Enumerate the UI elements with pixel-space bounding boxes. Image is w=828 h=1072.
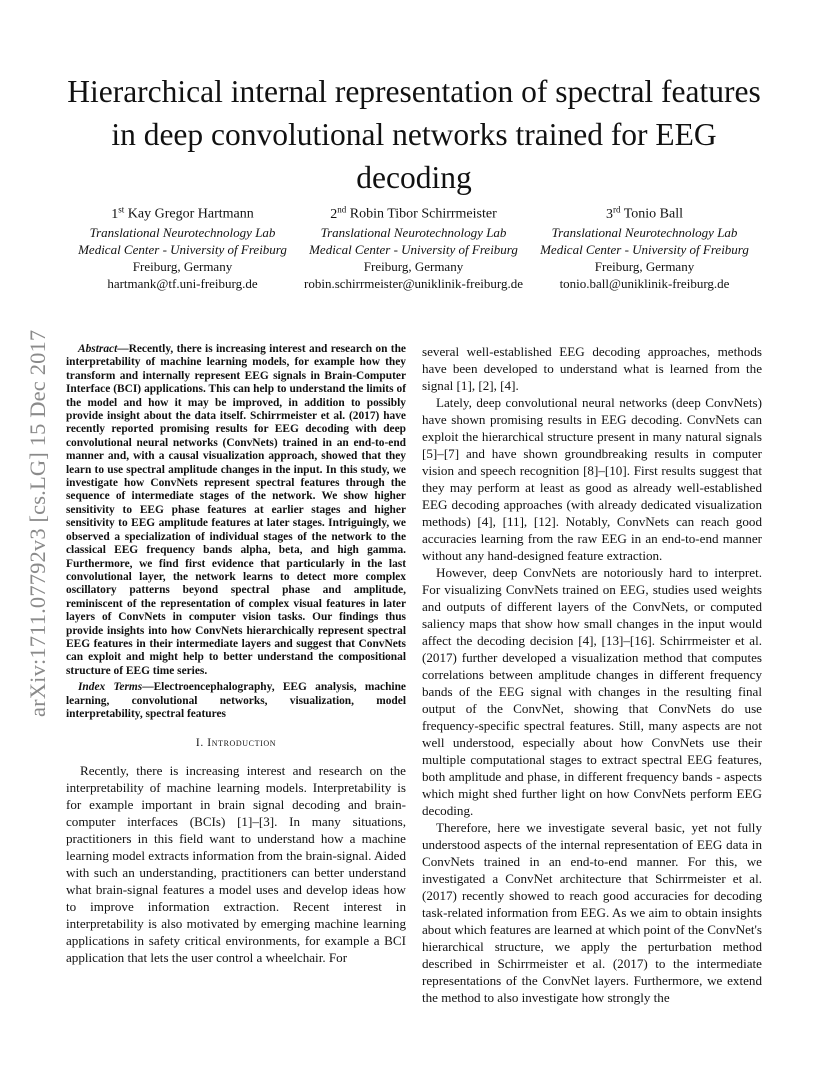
arxiv-identifier: arXiv:1711.07792v3 [cs.LG] 15 Dec 2017 bbox=[25, 329, 50, 717]
author-lab: Translational Neurotechnology Lab bbox=[320, 224, 507, 240]
author-block-1: 1st Kay Gregor Hartmann Translational Neurotechnology Lab Medical Center - University of Freiburg Freiburg, Germany hartmank@tf.uni-freiburg.de bbox=[60, 201, 305, 292]
right-column bbox=[422, 343, 762, 1006]
intro-paragraph-3: However, deep ConvNets are notoriously hard to interpret. For visualizing ConvNets trained on EEG, studies used weights and outputs of different layers of the ConvNets, or computed saliency maps that show how small changes in the input would affect the decoding decision [4], [13]–[16]. Schirrmeister et al. (2017) further developed a visualization method that computes correlations between amplitude changes in different frequency bands of the EEG signal with changes in the resulting final output of the ConvNet, showing that ConvNets do use frequency-specific spectral features. Still, many aspects are not well understood, especially about how ConvNets use their multiple computational stages to extract spectral EEG features, both amplitude and phase, in different frequency bands - aspects which might shed further light on how ConvNets perform EEG decoding. bbox=[422, 565, 762, 818]
section-heading-introduction: I. Introduction bbox=[195, 737, 277, 750]
author-email: hartmank@tf.uni-freiburg.de bbox=[107, 275, 258, 291]
intro-paragraph-continued: several well-established EEG decoding approaches, methods have been developed to understand what is learned from the signal [1], [2], [4]. bbox=[422, 344, 762, 393]
author-city: Freiburg, Germany bbox=[363, 258, 464, 274]
intro-paragraph-1: Recently, there is increasing interest and research on the interpretability of machine learning models. Interpretability is for example important in brain signal decoding and brain-computer interfaces (BCIs) [1]–[3]. In many situations, practitioners in this field want to understand how a machine learning model extracts information from the brain-signal. Aided with such an understanding, practitioners can better understand what brain-signal features a model uses and develop ideas how to improve information extraction. Recent interest in interpretability is also motivated by emerging machine learning applications in safety critical environments, for example a BCI application that lets the user control a wheelchair. For bbox=[66, 763, 406, 966]
intro-paragraph-2: Lately, deep convolutional neural networks (deep ConvNets) have shown promising results in EEG decoding. ConvNets can exploit the hierarchical structure present in many natural signals [5]–[7] and have shown groundbreaking results in computer vision and speech recognition [8]–[10]. First results suggest that they may perform at least as good as already well-established EEG decoding approaches (with already dedicated visualization methods) [4], [11], [12]. Notably, ConvNets can reach good accuracies learning from the raw EEG in an end-to-end manner without any hand-designed feature extraction. bbox=[422, 395, 762, 563]
author-name: Robin Tibor Schirrmeister bbox=[349, 206, 497, 222]
index-terms: Index Terms—Electroencephalography, EEG analysis, machine learning, convolutional networks, visualization, model interpretability, spectral features bbox=[66, 681, 406, 720]
paper-title: Hierarchical internal representation of spectral features in deep convolutional networks trained for EEG decoding bbox=[67, 74, 761, 195]
author-block-2: 2nd Robin Tibor Schirrmeister Translational Neurotechnology Lab Medical Center - University of Freiburg Freiburg, Germany robin.schirrmeister@uniklinik-freiburg.de bbox=[291, 201, 536, 292]
author-email: robin.schirrmeister@uniklinik-freiburg.de bbox=[304, 275, 523, 291]
author-name: Tonio Ball bbox=[623, 206, 684, 222]
left-column bbox=[66, 343, 406, 966]
author-email: tonio.ball@uniklinik-freiburg.de bbox=[559, 275, 730, 291]
author-center: Medical Center - University of Freiburg bbox=[540, 241, 749, 257]
author-center: Medical Center - University of Freiburg bbox=[78, 241, 287, 257]
intro-paragraph-4: Therefore, here we investigate several basic, yet not fully understood aspects of the internal representation of EEG data in ConvNets trained in an end-to-end manner. For this, we investigated a ConvNet architecture that Schirrmeister et al. (2017) recently showed to reach good accuracies for decoding task-related information from EEG. As we aim to obtain insights about which features are learned at which point of the ConvNet's hierarchical structure, we apply the perturbation method described in Schirrmeister et al. (2017) to the intermediate representations of the ConvNet layers. Furthermore, we extend the method to also investigate how strongly the bbox=[422, 820, 762, 1005]
abstract: Abstract—Recently, there is increasing interest and research on the interpretability of machine learning models, for example how they transform and internally represent EEG signals in Brain-Computer Interface (BCI) applications. This can help to understand the limits of the model and how it may be improved, in addition to possibly provide insight about the data itself. Schirrmeister et al. (2017) have recently reported promising results for EEG decoding with deep convolutional neural networks (ConvNets) trained in an end-to-end manner and, with a causal visualization approach, showed that they learn to use spectral amplitude changes in the input. In this study, we investigate how ConvNets represent spectral features through the sequence of intermediate stages of the network. We show higher sensitivity to EEG phase features at earlier stages and higher sensitivity to EEG amplitude features at later stages. Intriguingly, we observed a specialization of individual stages of the network to the classical EEG frequency bands alpha, beta, and high gamma. Furthermore, we find first evidence that particularly in the last convolutional layer, the network learns to detect more complex oscillatory patterns beyond spectral phase and amplitude, reminiscent of the representation of complex visual features in later layers of ConvNets in computer vision tasks. Our findings thus provide insights into how ConvNets hierarchically represent spectral EEG features in their intermediate layers and suggest that ConvNets can exploit and might help to better understand the compositional structure of EEG time series. bbox=[66, 343, 406, 677]
author-block-3: 3rd Tonio Ball Translational Neurotechnology Lab Medical Center - University of Freiburg Freiburg, Germany tonio.ball@uniklinik-freiburg.de bbox=[522, 201, 767, 292]
author-city: Freiburg, Germany bbox=[132, 258, 233, 274]
author-city: Freiburg, Germany bbox=[594, 258, 695, 274]
author-lab: Translational Neurotechnology Lab bbox=[89, 224, 276, 240]
author-name: Kay Gregor Hartmann bbox=[127, 206, 254, 222]
author-center: Medical Center - University of Freiburg bbox=[309, 241, 518, 257]
author-lab: Translational Neurotechnology Lab bbox=[551, 224, 738, 240]
